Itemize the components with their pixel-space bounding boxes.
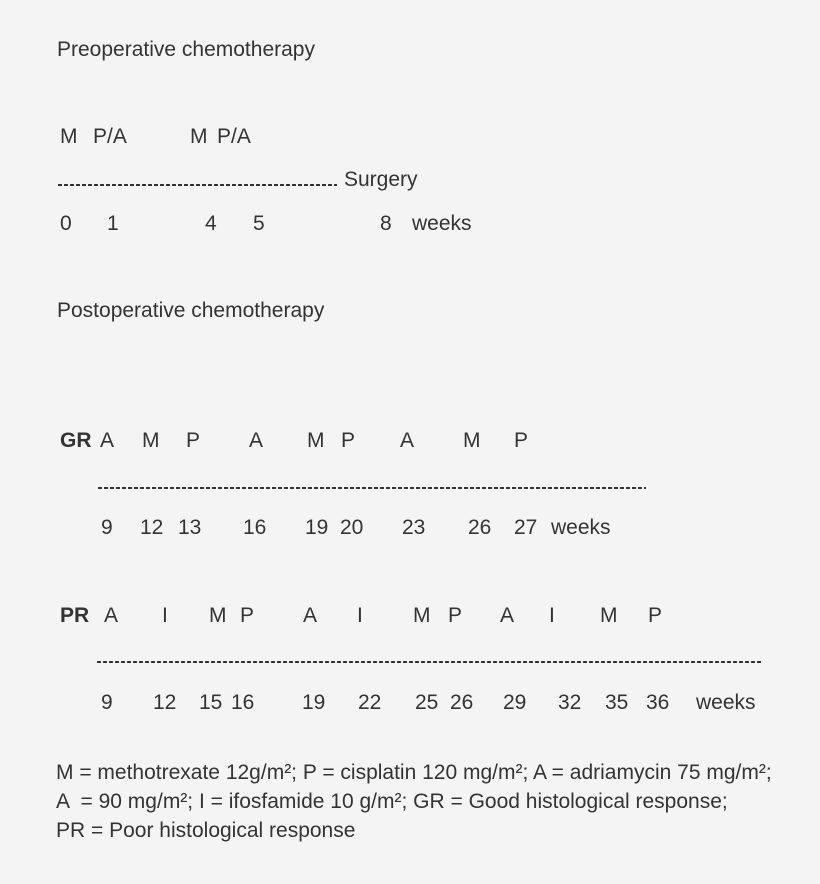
week-label: 19 xyxy=(302,691,326,714)
preop-drug-row xyxy=(0,124,820,150)
week-label: 9 xyxy=(101,691,113,714)
legend-line-2: A = 90 mg/m²; I = ifosfamide 10 g/m²; GR = Good histological response; xyxy=(56,790,728,813)
week-label: 8 xyxy=(380,212,392,235)
drug-label: I xyxy=(357,604,363,627)
week-label: 25 xyxy=(415,691,439,714)
week-label: 36 xyxy=(646,691,670,714)
drug-label: P xyxy=(186,429,201,452)
week-label: 12 xyxy=(140,516,164,539)
preop-week-row xyxy=(0,211,820,237)
preoperative-title: Preoperative chemotherapy xyxy=(57,38,315,61)
drug-label: M xyxy=(307,429,325,452)
week-label: 26 xyxy=(468,516,492,539)
drug-label: P xyxy=(341,429,356,452)
week-label: 4 xyxy=(205,212,217,235)
drug-label: P xyxy=(448,604,463,627)
week-label: 15 xyxy=(199,691,223,714)
legend-line-1: M = methotrexate 12g/m²; P = cisplatin 120 mg/m²; A = adriamycin 75 mg/m²; xyxy=(56,761,772,784)
week-label: 26 xyxy=(450,691,474,714)
week-label: 29 xyxy=(503,691,527,714)
surgery-label: Surgery xyxy=(344,168,418,191)
good-response-label: GR xyxy=(60,429,92,452)
pr-week-row xyxy=(0,690,820,716)
drug-label: M xyxy=(463,429,481,452)
drug-label: P/A xyxy=(217,125,251,148)
drug-label: P/A xyxy=(93,125,127,148)
week-label: 16 xyxy=(243,516,267,539)
preop-timeline-dashed-line xyxy=(58,184,337,186)
drug-label: P xyxy=(648,604,663,627)
postoperative-title: Postoperative chemotherapy xyxy=(57,299,325,322)
drug-label: A xyxy=(100,429,115,452)
week-label: 9 xyxy=(101,516,113,539)
gr-drug-row xyxy=(0,428,820,454)
drug-label: M xyxy=(60,125,78,148)
week-label: 35 xyxy=(605,691,629,714)
drug-label: M xyxy=(413,604,431,627)
pr-drug-row xyxy=(0,603,820,629)
drug-label: A xyxy=(500,604,515,627)
drug-label: A xyxy=(400,429,415,452)
drug-label: A xyxy=(104,604,119,627)
gr-week-row xyxy=(0,515,820,541)
drug-label: M xyxy=(209,604,227,627)
week-label: 12 xyxy=(153,691,177,714)
week-label: 13 xyxy=(178,516,202,539)
week-label: 0 xyxy=(60,212,72,235)
drug-label: P xyxy=(240,604,255,627)
legend-line-3: PR = Poor histological response xyxy=(56,819,356,842)
week-label: 20 xyxy=(340,516,364,539)
week-label: weeks xyxy=(412,212,472,235)
week-label: 5 xyxy=(253,212,265,235)
week-label: 23 xyxy=(402,516,426,539)
drug-label: I xyxy=(162,604,168,627)
week-label: 16 xyxy=(231,691,255,714)
drug-label: M xyxy=(190,125,208,148)
gr-timeline-dashed-line xyxy=(98,487,646,489)
week-label: 32 xyxy=(558,691,582,714)
drug-label: A xyxy=(303,604,318,627)
drug-label: I xyxy=(549,604,555,627)
drug-label: M xyxy=(142,429,160,452)
pr-timeline-dashed-line xyxy=(97,661,762,663)
week-label: 27 xyxy=(514,516,538,539)
week-label: 19 xyxy=(305,516,329,539)
week-label: weeks xyxy=(551,516,611,539)
poor-response-label: PR xyxy=(60,604,90,627)
week-label: 22 xyxy=(358,691,382,714)
week-label: weeks xyxy=(696,691,756,714)
drug-label: M xyxy=(600,604,618,627)
week-label: 1 xyxy=(107,212,119,235)
drug-label: P xyxy=(514,429,529,452)
abbreviation-key xyxy=(56,758,772,845)
drug-label: A xyxy=(249,429,264,452)
